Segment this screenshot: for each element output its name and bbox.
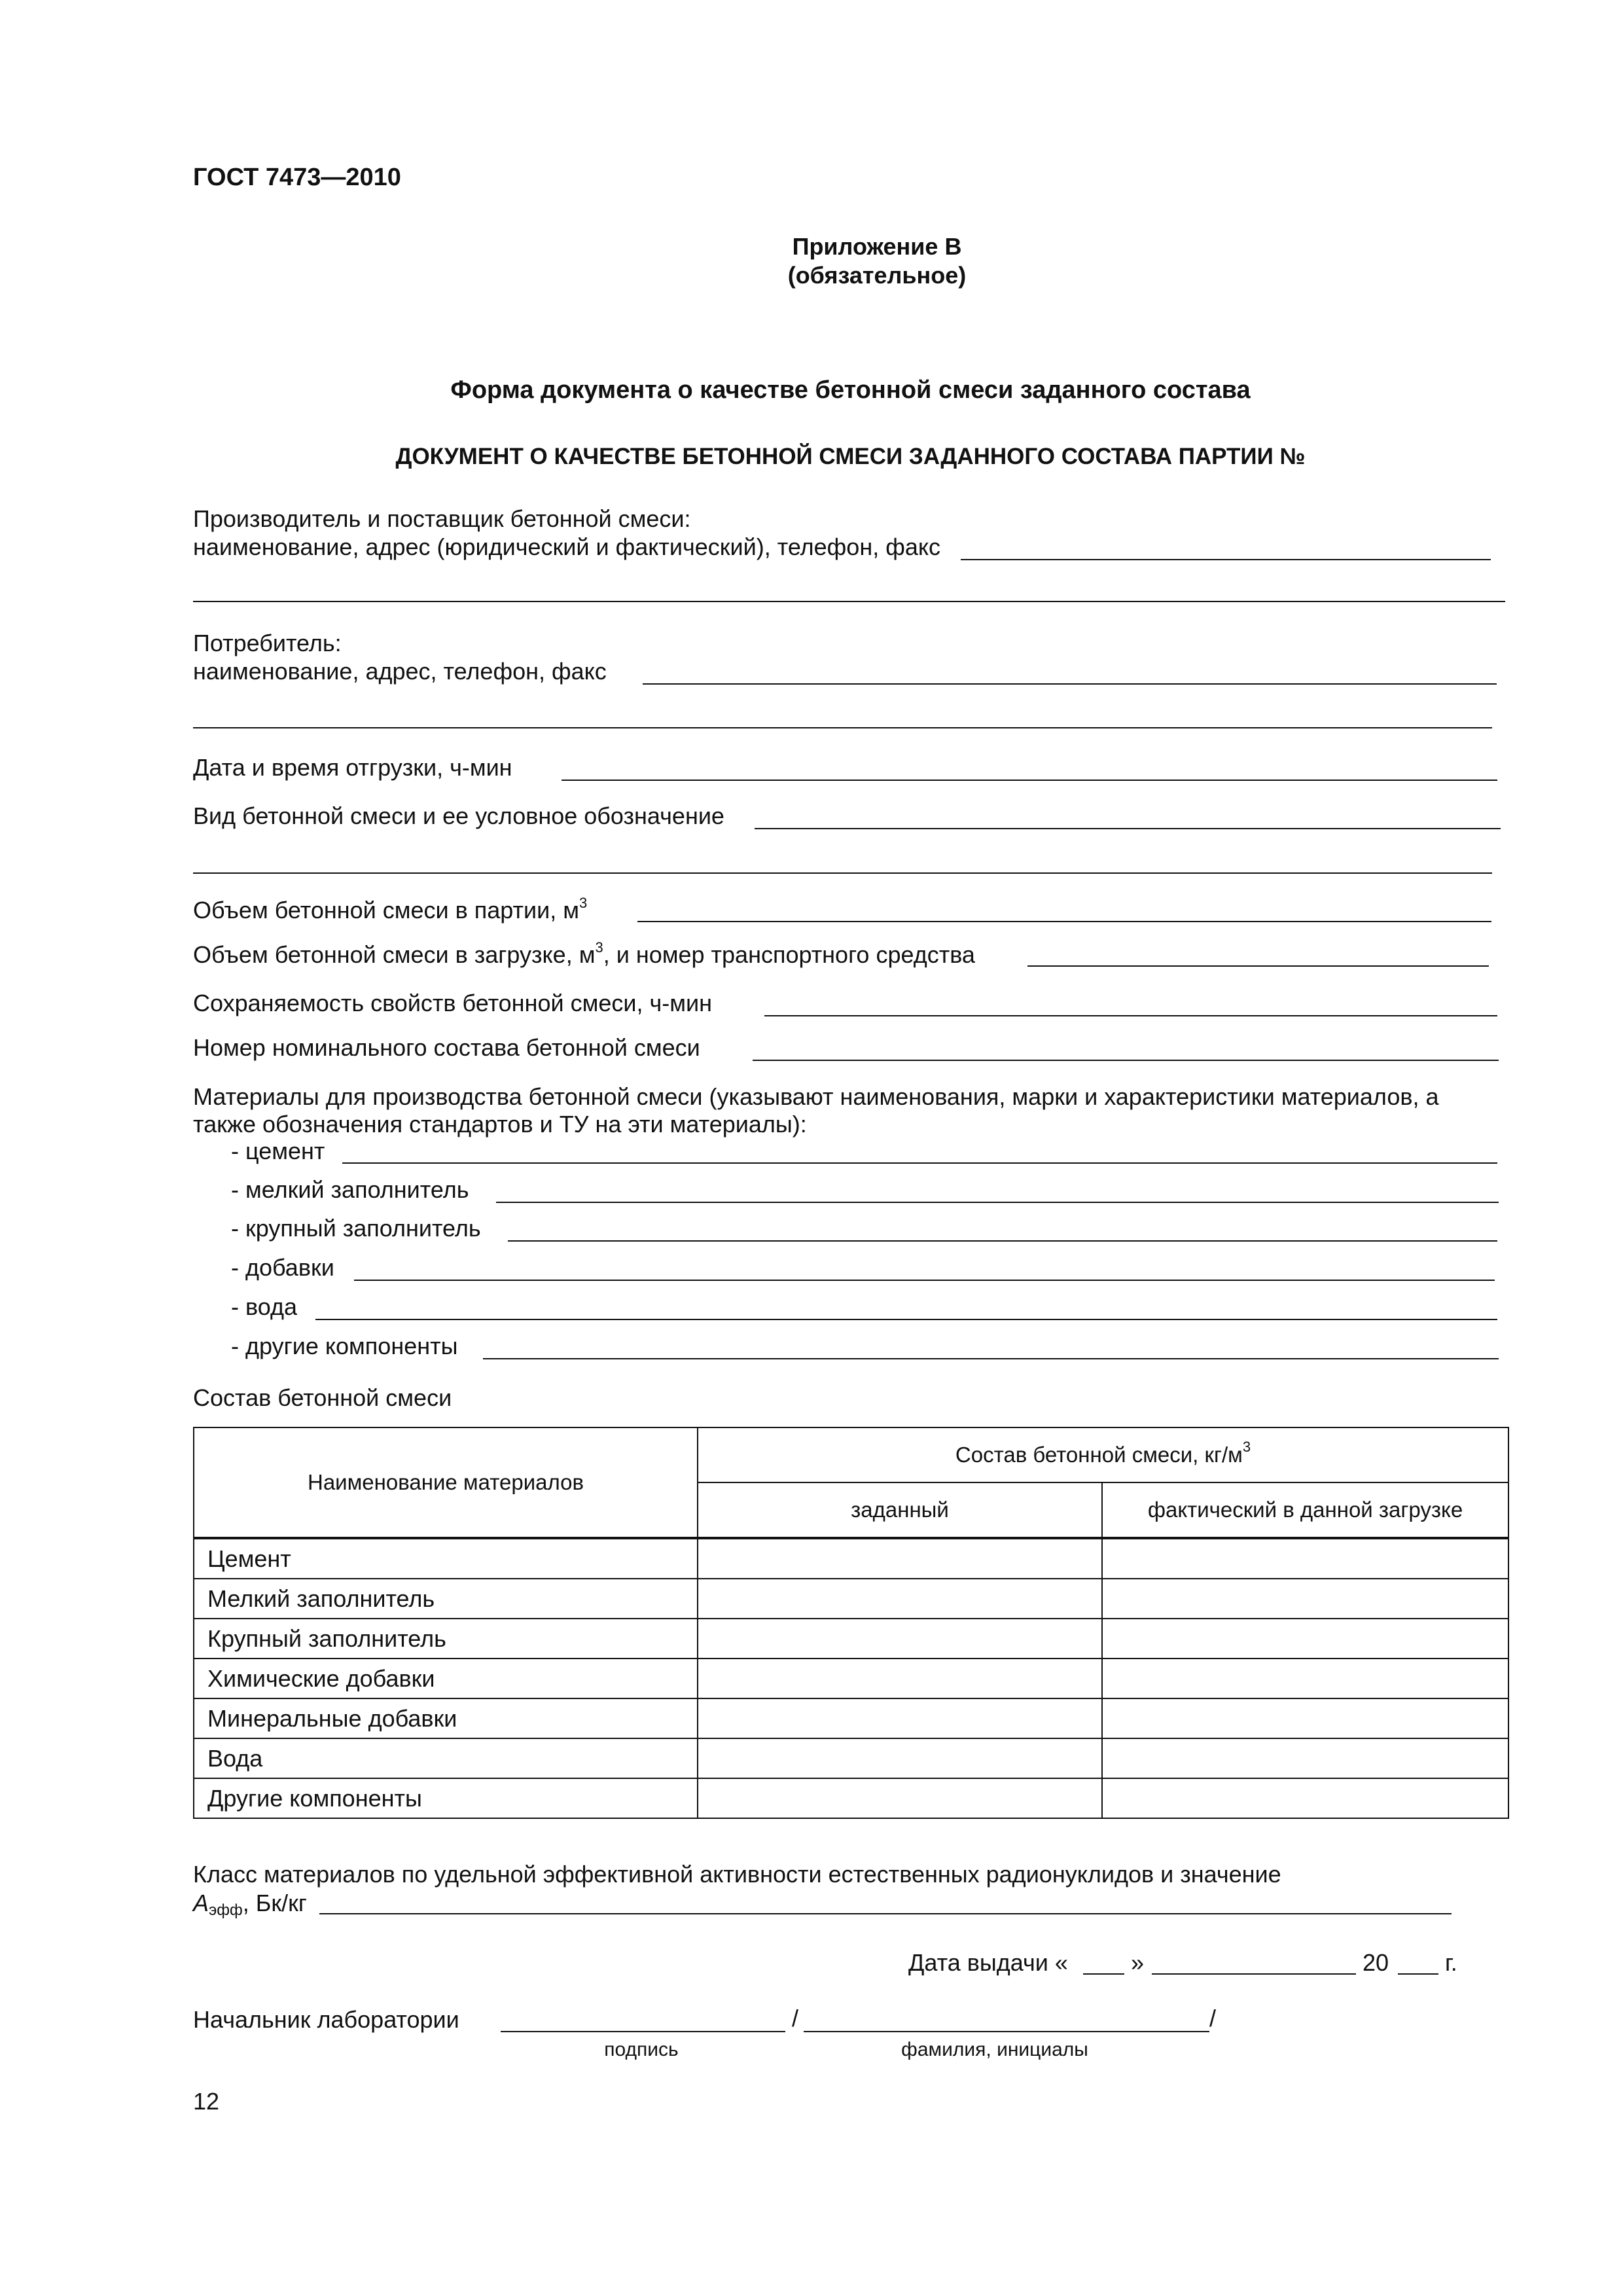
cell-actual-value[interactable] xyxy=(1102,1659,1508,1698)
table-row xyxy=(194,1619,1508,1659)
material-item-cement: - цемент xyxy=(231,1138,325,1164)
appendix-title: Приложение В xyxy=(792,233,962,260)
signature-role: Начальник лаборатории xyxy=(193,2006,459,2033)
material-line-water[interactable] xyxy=(315,1319,1497,1320)
issue-date-year-line[interactable] xyxy=(1398,1973,1438,1975)
name-caption: фамилия, инициалы xyxy=(901,2039,1088,2060)
material-line-coarse-aggregate[interactable] xyxy=(508,1240,1497,1242)
row-material-name: Крупный заполнитель xyxy=(194,1619,698,1659)
preservation-label: Сохраняемость свойств бетонной смеси, ч-мин xyxy=(193,990,712,1016)
shipment-label: Дата и время отгрузки, ч-мин xyxy=(193,754,512,781)
signature-slash-2: / xyxy=(1209,2005,1217,2032)
row-material-name: Химические добавки xyxy=(194,1659,698,1698)
producer-label: Производитель и поставщик бетонной смеси: xyxy=(193,505,691,532)
col-material-header: Наименование материалов xyxy=(194,1427,698,1538)
material-item-other: - другие компоненты xyxy=(231,1333,458,1359)
cell-set-value[interactable] xyxy=(698,1538,1102,1579)
table-row xyxy=(194,1579,1508,1619)
signature-slash-1: / xyxy=(792,2005,799,2032)
table-row xyxy=(194,1659,1508,1698)
cell-set-value[interactable] xyxy=(698,1778,1102,1818)
cell-set-value[interactable] xyxy=(698,1579,1102,1619)
consumer-line-1[interactable] xyxy=(643,683,1497,685)
issue-date-month-line[interactable] xyxy=(1152,1973,1356,1975)
material-line-cement[interactable] xyxy=(342,1162,1497,1164)
shipment-line[interactable] xyxy=(562,780,1497,781)
radio-activity-label: $A_{эфф}$, Бк/кг xyxy=(193,1890,308,1919)
standard-number: ГОСТ 7473—2010 xyxy=(193,164,401,191)
issue-date-mid: » xyxy=(1131,1949,1145,1976)
material-item-fine-aggregate: - мелкий заполнитель xyxy=(231,1176,469,1203)
table-row xyxy=(194,1698,1508,1738)
col-group-header: Состав бетонной смеси, $кг/м^3$ xyxy=(698,1427,1508,1482)
material-line-fine-aggregate[interactable] xyxy=(496,1202,1499,1203)
mix-type-label: Вид бетонной смеси и ее условное обозначение xyxy=(193,802,724,829)
producer-line-2[interactable] xyxy=(193,601,1505,602)
cell-actual-value[interactable] xyxy=(1102,1738,1508,1778)
batch-volume-line[interactable] xyxy=(637,921,1491,922)
cell-set-value[interactable] xyxy=(698,1619,1102,1659)
cell-actual-value[interactable] xyxy=(1102,1619,1508,1659)
cell-actual-value[interactable] xyxy=(1102,1538,1508,1579)
cell-actual-value[interactable] xyxy=(1102,1579,1508,1619)
preservation-line[interactable] xyxy=(764,1015,1497,1016)
row-material-name: Вода xyxy=(194,1738,698,1778)
load-volume-label: Объем бетонной смеси в загрузке, $м^3$, и номер транспортного средства xyxy=(193,939,975,968)
table-row xyxy=(194,1538,1508,1579)
mix-type-line-1[interactable] xyxy=(755,828,1501,829)
consumer-line-2[interactable] xyxy=(193,727,1492,728)
issue-date-prefix: Дата выдачи « xyxy=(908,1949,1068,1976)
issue-date-year-prefix: 20 xyxy=(1363,1949,1389,1976)
issue-date-suffix: г. xyxy=(1445,1949,1457,1976)
material-item-coarse-aggregate: - крупный заполнитель xyxy=(231,1215,481,1242)
mix-type-line-2[interactable] xyxy=(193,872,1492,874)
nominal-number-label: Номер номинального состава бетонной смеси xyxy=(193,1034,700,1061)
row-material-name: Цемент xyxy=(194,1538,698,1579)
cell-actual-value[interactable] xyxy=(1102,1778,1508,1818)
row-material-name: Минеральные добавки xyxy=(194,1698,698,1738)
name-line[interactable] xyxy=(804,2031,1209,2032)
material-line-other[interactable] xyxy=(483,1358,1499,1359)
producer-line-1[interactable] xyxy=(961,559,1491,560)
table-row xyxy=(194,1738,1508,1778)
materials-intro-2: также обозначения стандартов и ТУ на эти материалы): xyxy=(193,1111,807,1138)
cell-set-value[interactable] xyxy=(698,1659,1102,1698)
cell-set-value[interactable] xyxy=(698,1738,1102,1778)
producer-sublabel: наименование, адрес (юридический и фактический), телефон, факс xyxy=(193,533,940,560)
composition-label: Состав бетонной смеси xyxy=(193,1384,452,1411)
batch-volume-label: Объем бетонной смеси в партии, $м^3$ xyxy=(193,895,588,924)
row-material-name: Мелкий заполнитель xyxy=(194,1579,698,1619)
radio-activity-line[interactable] xyxy=(319,1913,1452,1914)
issue-date-day-line[interactable] xyxy=(1083,1973,1124,1975)
cell-actual-value[interactable] xyxy=(1102,1698,1508,1738)
load-volume-line[interactable] xyxy=(1027,965,1489,967)
material-item-water: - вода xyxy=(231,1293,297,1320)
signature-line[interactable] xyxy=(501,2031,785,2032)
signature-caption: подпись xyxy=(604,2039,679,2060)
col-actual-header: фактический в данной загрузке xyxy=(1102,1482,1508,1538)
page-number: 12 xyxy=(193,2088,220,2115)
cell-set-value[interactable] xyxy=(698,1698,1102,1738)
material-item-additives: - добавки xyxy=(231,1254,334,1281)
composition-table xyxy=(193,1427,1509,1819)
appendix-status: (обязательное) xyxy=(787,262,967,289)
nominal-number-line[interactable] xyxy=(753,1060,1499,1061)
document-title: ДОКУМЕНТ О КАЧЕСТВЕ БЕТОННОЙ СМЕСИ ЗАДАННОГО СОСТАВА ПАРТИИ № xyxy=(395,444,1306,469)
radio-class-label: Класс материалов по удельной эффективной активности естественных радионуклидов и значение xyxy=(193,1861,1281,1888)
consumer-sublabel: наименование, адрес, телефон, факс xyxy=(193,658,607,685)
materials-intro-1: Материалы для производства бетонной смеси (указывают наименования, марки и характеристики материалов, а xyxy=(193,1083,1439,1110)
row-material-name: Другие компоненты xyxy=(194,1778,698,1818)
material-line-additives[interactable] xyxy=(354,1280,1495,1281)
col-set-header: заданный xyxy=(698,1482,1102,1538)
form-title: Форма документа о качестве бетонной смеси заданного состава xyxy=(450,376,1251,404)
consumer-label: Потребитель: xyxy=(193,630,342,656)
table-row xyxy=(194,1778,1508,1818)
